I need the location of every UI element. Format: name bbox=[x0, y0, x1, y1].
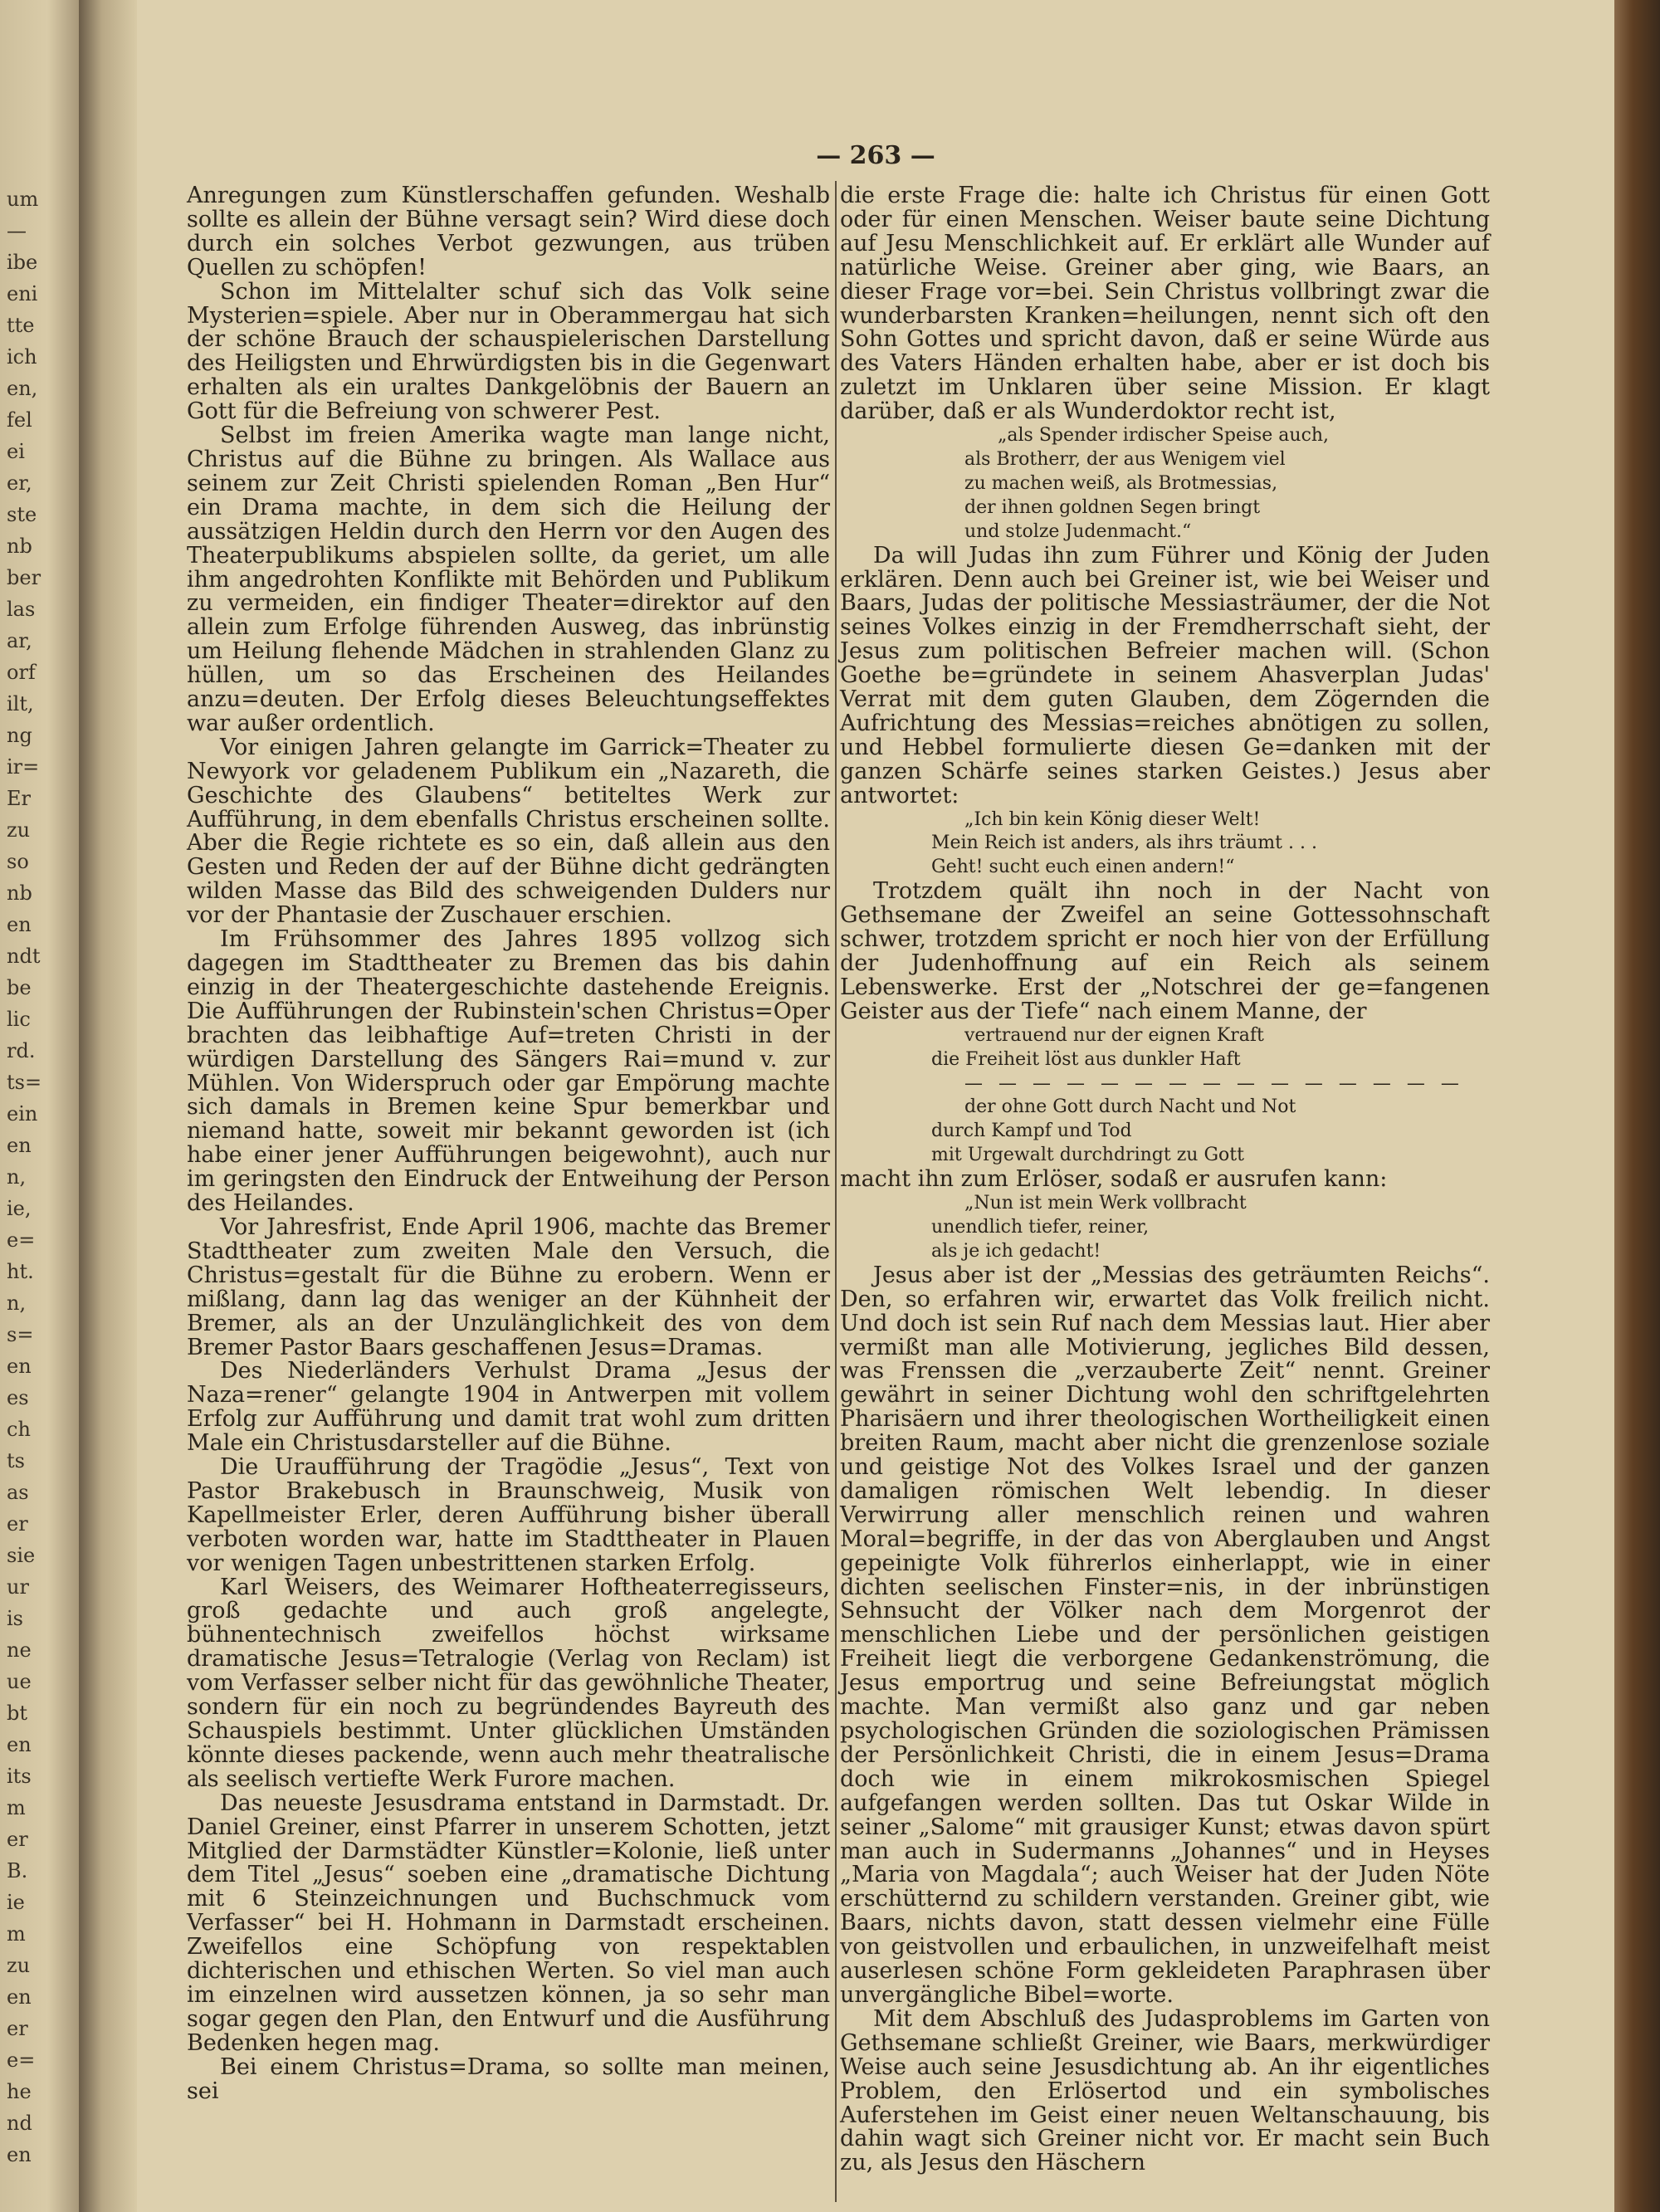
adjacent-page-text: bt bbox=[7, 1702, 28, 1725]
adjacent-page-text: es bbox=[7, 1386, 29, 1409]
paragraph: Das neueste Jesusdrama entstand in Darmstadt. Dr. Daniel Greiner, einst Pfarrer in unserem Schotten, jetzt Mitglied der Darmstädter Künstler=Kolonie, ließ unter dem Titel „Jesus“ soeben eine „dramatische Dichtung mit 6 Steinzeichnungen und Buchschmuck vom Verfasser“ bei H. Hohmann in Darmstadt erscheinen. Zweifellos eine Schöpfung von respektablen dichterischen und ethischen Werten. So viel man auch im einzelnen wird aussetzen können, ja so sehr man sogar gegen den Plan, den Entwurf und die Ausführung Bedenken hegen mag. bbox=[187, 1790, 830, 2056]
adjacent-page-text: ir= bbox=[7, 755, 40, 779]
adjacent-page-text: zu bbox=[7, 1954, 31, 1977]
verse-quote: „als Spender irdischer Speise auch, als Brotherr, der aus Wenigem viel zu machen weiß, als Brotmessias, der ihnen goldnen Segen bringt und stolze Judenmacht.“ bbox=[964, 425, 1330, 542]
verse-quote: vertrauend nur der eignen Kraft die Freiheit löst aus dunkler Haft bbox=[931, 1024, 1264, 1070]
paragraph: Mit dem Abschluß des Judasproblems im Garten von Gethsemane schließt Greiner, wie Baars, merkwürdiger Weise auch seine Jesusdichtung ab. An ihr eigentliches Problem, den Erlösertod und ein symbolisches Auferstehen im Geist einer neuen Weltanschauung, bis dahin wagt sich Greiner nicht vor. Er macht sein Buch zu, als Jesus den Häschern bbox=[840, 2005, 1490, 2176]
adjacent-page-text: lic bbox=[7, 1008, 31, 1031]
document-page bbox=[137, 0, 1614, 2212]
adjacent-page-text: eni bbox=[7, 282, 38, 305]
adjacent-page-fragment bbox=[0, 0, 79, 2212]
verse-quote: „Ich bin kein König dieser Welt! Mein Reich ist anders, als ihrs träumt . . . Geht! sucht euch einen andern!“ bbox=[931, 808, 1317, 878]
verse-ellipsis: — — — — — — — — — — — — — — — bbox=[964, 1072, 1464, 1094]
adjacent-page-text: as bbox=[7, 1481, 29, 1504]
page-edge bbox=[1614, 0, 1660, 2212]
adjacent-page-text: n, bbox=[7, 1165, 27, 1189]
adjacent-page-text: en bbox=[7, 1355, 32, 1378]
adjacent-page-text: ne bbox=[7, 1638, 32, 1662]
adjacent-page-text: nb bbox=[7, 881, 32, 905]
adjacent-page-text: m bbox=[7, 1922, 26, 1946]
adjacent-page-text: ei bbox=[7, 440, 25, 463]
column-divider bbox=[835, 181, 837, 2202]
adjacent-page-text: en, bbox=[7, 377, 38, 400]
adjacent-page-text: en bbox=[7, 913, 32, 936]
adjacent-page-text: ch bbox=[7, 1418, 31, 1441]
adjacent-page-text: er bbox=[7, 2017, 28, 2040]
paragraph: Da will Judas ihn zum Führer und König der Juden erklären. Denn auch bei Greiner ist, wie bei Weiser und Baars, Judas der politische Messiasträumer, der die Not seines Volkes einzig in der Fremdherrschaft sieht, der Jesus zum politischen Befreier machen will. (Schon Goethe be=gründete in seinem Ahasverplan Judas' Verrat mit dem guten Glauben, dem Zögernden die Aufrichtung des Messias=reiches abnötigen zu sollen, und Hebbel formulierte diesen Ge=danken mit der ganzen Schärfe seines starken Geistes.) Jesus aber antwortet: bbox=[840, 542, 1490, 808]
paragraph: Trotzdem quält ihn noch in der Nacht von Gethsemane der Zweifel an seine Gottessohnschaft schwer, trotzdem spricht er noch hier von der Erfüllung der Judenhoffnung auf ein Reich als seinem Lebenswerke. Erst der „Notschrei der ge=fangenen Geister aus der Tiefe“ nach einem Manne, der bbox=[840, 878, 1490, 1024]
adjacent-page-text: ie, bbox=[7, 1197, 32, 1220]
paragraph: die erste Frage die: halte ich Christus für einen Gott oder für einen Menschen. Weiser baute seine Dichtung auf Jesu Menschlichkeit auf. Er erklärt alle Wunder auf natürliche Weise. Greiner aber ging, wie Baars, an dieser Frage vor=bei. Sein Christus vollbringt zwar die wunderbarsten Kranken=heilungen, nennt sich oft den Sohn Gottes und spricht davon, daß er seine Würde aus des Vaters Händen erhalten habe, aber er ist doch bis zuletzt im Unklaren über seine Mission. Er klagt darüber, daß er als Wunderdoktor recht ist, bbox=[840, 183, 1490, 425]
page-number: — 263 — bbox=[816, 141, 935, 170]
paragraph: Die Uraufführung der Tragödie „Jesus“, Text von Pastor Brakebusch in Braunschweig, Musik von Kapellmeister Erler, deren Aufführung bisher überall verboten worden war, hatte im Stadttheater in Plauen vor wenigen Tagen unbestrittenen starken Erfolg. bbox=[187, 1454, 830, 1576]
adjacent-page-text: ts= bbox=[7, 1071, 42, 1094]
adjacent-page-text: ndt bbox=[7, 945, 41, 968]
adjacent-page-text: orf bbox=[7, 661, 36, 684]
adjacent-page-text: ich bbox=[7, 345, 37, 369]
adjacent-page-text: e= bbox=[7, 2048, 36, 2072]
left-column bbox=[187, 184, 830, 2104]
paragraph: Jesus aber ist der „Messias des geträumten Reichs“. Den, so erfahren wir, erwartet das Volk freilich nicht. Und doch ist sein Ruf nach dem Messias laut. Hier aber vermißt man alle Motivierung, jegliches Bild dessen, was Frenssen die „verzauberte Zeit“ nennt. Greiner gewährt in seiner Dichtung wohl den schriftgelehrten Pharisäern und ihrer theologischen Wortheiligkeit einen breiten Raum, macht aber nicht die grenzenlose soziale und geistige Not des Volkes Israel und der ganzen damaligen römischen Welt lebendig. In dieser Verwirrung aller menschlich reinen und wahren Moral=begriffe, in der das von Aberglauben und Angst gepeinigte Volk führerlos einherlappt, wie in einer dichten seelischen Finster=nis, in der inbrünstigen Sehnsucht der Völker nach dem Morgenrot der menschlichen Liebe und der persönlichen geistigen Freiheit liegt die verborgene Gedankenströmung, die Jesus emportrug und seine Befreiungstat möglich machte. Man vermißt also ganz und gar neben psychologischen Gründen die soziologischen Prämissen der Persönlichkeit Christi, die in einem Jesus=Drama doch wie in einem mikrokosmischen Spiegel aufgefangen werden sollten. Das tut Oskar Wilde in seiner „Salome“ mit grausiger Kunst; etwas davon spürt man auch in Sudermanns „Johannes“ und in Heyses „Maria von Magdala“; auch Weiser hat der Juden Nöte erschütternd zu schildern verstanden. Greiner gibt, wie Baars, nichts davon, statt dessen vielmehr eine Fülle von geistvollen und erbaulichen, in unzweifelhaft meist auserlesen schöne Form gekleideten Paraphrasen über unvergängliche Bibel=worte. bbox=[840, 1262, 1490, 2008]
adjacent-page-text: ber bbox=[7, 566, 42, 589]
adjacent-page-text: its bbox=[7, 1765, 32, 1788]
adjacent-page-text: ur bbox=[7, 1575, 29, 1599]
paragraph: Anregungen zum Künstlerschaffen gefunden. Weshalb sollte es allein der Bühne versagt sein? Wird diese doch durch ein solches Verbot gezwungen, aus trüben Quellen zu schöpfen! bbox=[187, 183, 830, 281]
adjacent-page-text: ht. bbox=[7, 1260, 34, 1283]
adjacent-page-text: s= bbox=[7, 1323, 34, 1346]
adjacent-page-text: ie bbox=[7, 1891, 25, 1914]
adjacent-page-text: um bbox=[7, 188, 39, 211]
adjacent-page-text: Er bbox=[7, 787, 31, 810]
adjacent-page-text: — bbox=[7, 219, 27, 242]
right-column bbox=[840, 184, 1490, 2175]
adjacent-page-text: ibe bbox=[7, 251, 38, 274]
adjacent-page-text: er, bbox=[7, 471, 32, 495]
paragraph: Vor Jahresfrist, Ende April 1906, machte das Bremer Stadttheater zum zweiten Male den Versuch, die Christus=gestalt für die Bühne zu erobern. Wenn er mißlang, dann lag das weniger an der Kühnheit der Bremer, als an der Unzulänglichkeit des von dem Bremer Pastor Baars geschaffenen Jesus=Dramas. bbox=[187, 1213, 830, 1360]
adjacent-page-text: en bbox=[7, 2143, 32, 2166]
adjacent-page-text: nb bbox=[7, 535, 32, 558]
adjacent-page-text: ue bbox=[7, 1670, 32, 1693]
paragraph: Des Niederländers Verhulst Drama „Jesus der Naza=rener“ gelangte 1904 in Antwerpen mit vollem Erfolg zur Aufführung und damit trat wohl zum dritten Male ein Christusdarsteller auf die Bühne. bbox=[187, 1358, 830, 1457]
adjacent-page-text: las bbox=[7, 598, 36, 621]
adjacent-page-text: B. bbox=[7, 1859, 28, 1882]
adjacent-page-text: be bbox=[7, 976, 32, 999]
verse-quote: der ohne Gott durch Nacht und Not durch Kampf und Tod mit Urgewalt durchdringt zu Gott bbox=[931, 1096, 1296, 1166]
book-gutter bbox=[79, 0, 137, 2212]
adjacent-page-text: so bbox=[7, 850, 29, 873]
paragraph: Im Frühsommer des Jahres 1895 vollzog sich dagegen im Stadttheater zu Bremen das bis dahin einzig in der Theatergeschichte dastehende Ereignis. Die Aufführungen der Rubinstein'schen Christus=Oper brachten das leibhaftige Auf=treten Christi in der würdigen Darstellung des Sängers Rai=mund v. zur Mühlen. Von Widerspruch oder gar Empörung machte sich damals in Bremen keine Spur bemerkbar und niemand hatte, soweit mir bekannt geworden ist (ich habe einer jener Aufführungen beigewohnt), auch nur im geringsten den Eindruck der Entweihung der Person des Heilandes. bbox=[187, 926, 830, 1217]
adjacent-page-text: ts bbox=[7, 1449, 25, 1472]
adjacent-page-text: rd. bbox=[7, 1039, 36, 1062]
paragraph: Karl Weisers, des Weimarer Hoftheaterregisseurs, groß gedachte und auch groß angelegte, bühnentechnisch zweifellos höchst wirksame dramatische Jesus=Tetralogie (Verlag von Reclam) ist vom Verfasser selber nicht für das gewöhnliche Theater, sondern für ein noch zu begründendes Bayreuth des Schauspiels bestimmt. Unter glücklichen Umständen könnte dieses packende, wenn auch mehr theatralische als seelisch vertiefte Werk Furore machen. bbox=[187, 1574, 830, 1792]
adjacent-page-text: ilt, bbox=[7, 692, 34, 715]
adjacent-page-text: er bbox=[7, 1512, 28, 1536]
adjacent-page-text: ng bbox=[7, 724, 32, 747]
adjacent-page-text: sie bbox=[7, 1544, 36, 1567]
adjacent-page-text: is bbox=[7, 1607, 23, 1630]
paragraph: Vor einigen Jahren gelangte im Garrick=Theater zu Newyork vor geladenem Publikum ein „Nazareth, die Geschichte des Glaubens“ betiteltes Werk zur Aufführung, in dem ebenfalls Christus erscheinen sollte. Aber die Regie richtete es so ein, daß allein aus den Gesten und Reden der auf der Bühne dicht gedrängten wilden Masse das Bild des schweigenden Dulders nur vor der Phantasie der Zuschauer erschien. bbox=[187, 734, 830, 929]
adjacent-page-text: er bbox=[7, 1828, 28, 1851]
adjacent-page-text: ste bbox=[7, 503, 37, 526]
paragraph: Selbst im freien Amerika wagte man lange nicht, Christus auf die Bühne zu bringen. Als Wallace aus seinem zur Zeit Christi spielenden Roman „Ben Hur“ ein Drama machte, in dem sich die Heilung der aussätzigen Heldin durch den Herrn vor den Augen des Theaterpublikums abspielen sollte, da geriet, um alle ihm angedrohten Konflikte mit Behörden und Publikum zu vermeiden, ein findiger Theater=direktor auf den allein zum Erfolge führenden Ausweg, das inbrünstig um Heilung flehende Mädchen in strahlenden Glanz zu hüllen, um so das Erscheinen des Heilandes anzu=deuten. Der Erfolg dieses Beleuchtungseffektes war außer ordentlich. bbox=[187, 422, 830, 736]
verse-quote: „Nun ist mein Werk vollbracht unendlich tiefer, reiner, als je ich gedacht! bbox=[931, 1193, 1247, 1262]
adjacent-page-text: m bbox=[7, 1796, 26, 1819]
adjacent-page-text: n, bbox=[7, 1292, 27, 1315]
adjacent-page-text: e= bbox=[7, 1228, 36, 1252]
adjacent-page-text: en bbox=[7, 1134, 32, 1157]
paragraph: Schon im Mittelalter schuf sich das Volk seine Mysterien=spiele. Aber nur in Oberammergau hat sich der schöne Brauch der schauspielerischen Darstellung des Heiligsten und Ehrwürdigsten bis in die Gegenwart erhalten als ein uraltes Dankgelöbnis der Bauern an Gott für die Befreiung von schwerer Pest. bbox=[187, 278, 830, 425]
paragraph: Bei einem Christus=Drama, so sollte man meinen, sei bbox=[187, 2053, 830, 2104]
paragraph: macht ihn zum Erlöser, sodaß er ausrufen kann: bbox=[840, 1166, 1388, 1193]
adjacent-page-text: ein bbox=[7, 1102, 38, 1126]
adjacent-page-text: en bbox=[7, 1733, 32, 1756]
adjacent-page-text: en bbox=[7, 1985, 32, 2009]
adjacent-page-text: he bbox=[7, 2080, 32, 2103]
adjacent-page-text: zu bbox=[7, 818, 31, 842]
adjacent-page-text: fel bbox=[7, 408, 32, 432]
adjacent-page-text: ar, bbox=[7, 629, 32, 652]
adjacent-page-text: tte bbox=[7, 314, 35, 337]
adjacent-page-text: nd bbox=[7, 2112, 32, 2135]
